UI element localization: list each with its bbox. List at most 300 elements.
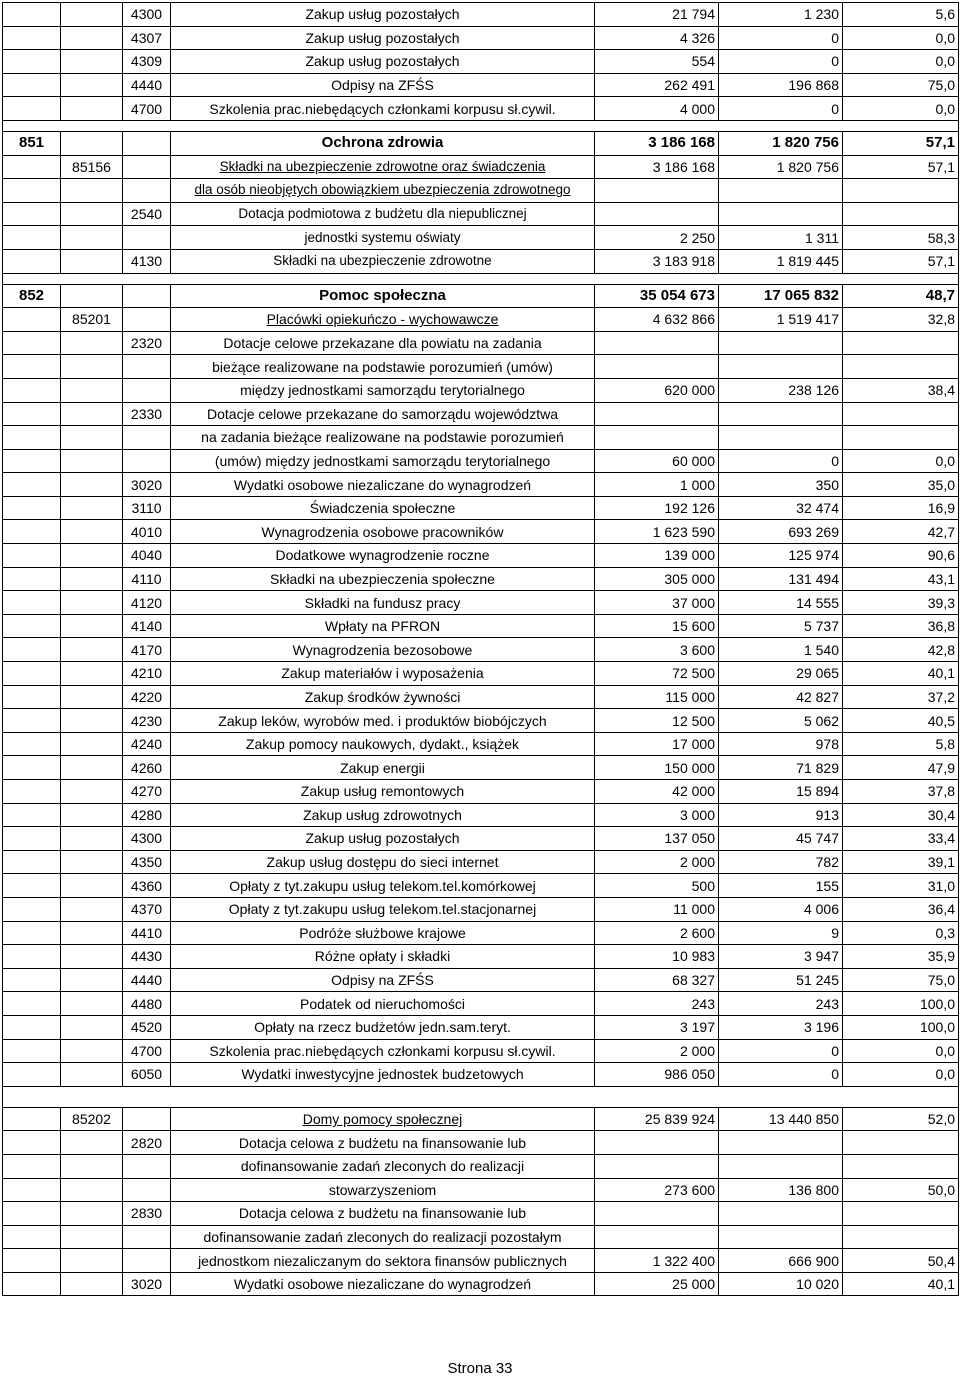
section-cell bbox=[3, 803, 61, 827]
table-row bbox=[3, 355, 959, 379]
percent-cell: 30,4 bbox=[843, 803, 959, 827]
chapter-cell bbox=[61, 1225, 123, 1249]
chapter-cell bbox=[61, 402, 123, 426]
paragraph-cell: 4120 bbox=[123, 591, 171, 615]
execution-cell bbox=[719, 331, 843, 355]
chapter-cell bbox=[61, 827, 123, 851]
paragraph-cell bbox=[123, 1107, 171, 1131]
table-row bbox=[3, 897, 959, 921]
plan-cell bbox=[595, 402, 719, 426]
execution-cell: 0 bbox=[719, 1063, 843, 1087]
section-cell bbox=[3, 449, 61, 473]
description-cell: Dotacja celowa z budżetu na finansowanie lub bbox=[171, 1131, 595, 1155]
execution-cell: 1 230 bbox=[719, 3, 843, 27]
execution-cell bbox=[719, 402, 843, 426]
percent-cell: 0,0 bbox=[843, 1063, 959, 1087]
paragraph-cell: 4210 bbox=[123, 662, 171, 686]
execution-cell: 3 196 bbox=[719, 1015, 843, 1039]
description-cell: jednostki systemu oświaty bbox=[171, 226, 595, 250]
plan-cell bbox=[595, 179, 719, 203]
chapter-cell bbox=[61, 284, 123, 308]
plan-cell: 192 126 bbox=[595, 496, 719, 520]
section-cell bbox=[3, 591, 61, 615]
plan-cell bbox=[595, 1225, 719, 1249]
percent-cell: 36,4 bbox=[843, 897, 959, 921]
percent-cell: 57,1 bbox=[843, 249, 959, 273]
table-row bbox=[3, 850, 959, 874]
chapter-cell bbox=[61, 591, 123, 615]
table-row bbox=[3, 426, 959, 450]
description-cell: Szkolenia prac.niebędących członkami korpusu sł.cywil. bbox=[171, 1039, 595, 1063]
plan-cell bbox=[595, 1202, 719, 1226]
percent-cell: 5,8 bbox=[843, 732, 959, 756]
chapter-cell bbox=[61, 473, 123, 497]
section-cell bbox=[3, 179, 61, 203]
section-cell bbox=[3, 378, 61, 402]
percent-cell: 16,9 bbox=[843, 496, 959, 520]
percent-cell: 38,4 bbox=[843, 378, 959, 402]
chapter-cell bbox=[61, 1063, 123, 1087]
execution-cell bbox=[719, 179, 843, 203]
paragraph-cell: 4300 bbox=[123, 3, 171, 27]
table-row bbox=[3, 1039, 959, 1063]
table-row bbox=[3, 1107, 959, 1131]
plan-cell bbox=[595, 1154, 719, 1178]
paragraph-cell: 2830 bbox=[123, 1202, 171, 1226]
plan-cell: 35 054 673 bbox=[595, 284, 719, 308]
execution-cell: 0 bbox=[719, 50, 843, 74]
description-cell: Składki na ubezpieczenie zdrowotne bbox=[171, 249, 595, 273]
description-cell: Zakup materiałów i wyposażenia bbox=[171, 662, 595, 686]
plan-cell: 72 500 bbox=[595, 662, 719, 686]
budget-table bbox=[2, 2, 959, 1296]
chapter-cell bbox=[61, 1249, 123, 1273]
plan-cell bbox=[595, 202, 719, 226]
chapter-cell bbox=[61, 968, 123, 992]
percent-cell: 40,1 bbox=[843, 662, 959, 686]
description-cell: Opłaty z tyt.zakupu usług telekom.tel.stacjonarnej bbox=[171, 897, 595, 921]
description-cell: Odpisy na ZFŚS bbox=[171, 968, 595, 992]
paragraph-cell: 2330 bbox=[123, 402, 171, 426]
plan-cell: 620 000 bbox=[595, 378, 719, 402]
table-row bbox=[3, 945, 959, 969]
chapter-cell bbox=[61, 874, 123, 898]
section-cell bbox=[3, 1107, 61, 1131]
execution-cell: 0 bbox=[719, 1039, 843, 1063]
table-row bbox=[3, 968, 959, 992]
table-row bbox=[3, 1249, 959, 1273]
percent-cell: 35,9 bbox=[843, 945, 959, 969]
description-cell: Wydatki inwestycyjne jednostek budzetowych bbox=[171, 1063, 595, 1087]
plan-cell: 986 050 bbox=[595, 1063, 719, 1087]
paragraph-cell: 4309 bbox=[123, 50, 171, 74]
chapter-cell bbox=[61, 1272, 123, 1296]
percent-cell: 35,0 bbox=[843, 473, 959, 497]
plan-cell: 37 000 bbox=[595, 591, 719, 615]
paragraph-cell bbox=[123, 226, 171, 250]
execution-cell: 51 245 bbox=[719, 968, 843, 992]
plan-cell: 42 000 bbox=[595, 780, 719, 804]
plan-cell: 115 000 bbox=[595, 685, 719, 709]
description-cell: Wydatki osobowe niezaliczane do wynagrodzeń bbox=[171, 1272, 595, 1296]
paragraph-cell: 4280 bbox=[123, 803, 171, 827]
section-cell bbox=[3, 1225, 61, 1249]
table-row bbox=[3, 756, 959, 780]
paragraph-cell bbox=[123, 1225, 171, 1249]
paragraph-cell bbox=[123, 131, 171, 155]
table-row bbox=[3, 638, 959, 662]
table-row bbox=[3, 131, 959, 155]
percent-cell bbox=[843, 355, 959, 379]
execution-cell bbox=[719, 355, 843, 379]
execution-cell: 0 bbox=[719, 97, 843, 121]
plan-cell: 3 197 bbox=[595, 1015, 719, 1039]
chapter-cell bbox=[61, 1154, 123, 1178]
description-cell: Zakup usług pozostałych bbox=[171, 50, 595, 74]
table-row bbox=[3, 803, 959, 827]
execution-cell: 10 020 bbox=[719, 1272, 843, 1296]
plan-cell bbox=[595, 1131, 719, 1155]
paragraph-cell: 4260 bbox=[123, 756, 171, 780]
percent-cell: 90,6 bbox=[843, 544, 959, 568]
percent-cell: 100,0 bbox=[843, 1015, 959, 1039]
percent-cell: 52,0 bbox=[843, 1107, 959, 1131]
section-cell bbox=[3, 1154, 61, 1178]
plan-cell bbox=[595, 331, 719, 355]
table-row bbox=[3, 50, 959, 74]
table-row bbox=[3, 402, 959, 426]
description-cell: Zakup usług dostępu do sieci internet bbox=[171, 850, 595, 874]
table-row bbox=[3, 709, 959, 733]
description-cell: Zakup usług pozostałych bbox=[171, 26, 595, 50]
section-cell bbox=[3, 249, 61, 273]
chapter-cell bbox=[61, 662, 123, 686]
execution-cell: 1 820 756 bbox=[719, 131, 843, 155]
chapter-cell bbox=[61, 3, 123, 27]
execution-cell: 29 065 bbox=[719, 662, 843, 686]
paragraph-cell bbox=[123, 1249, 171, 1273]
execution-cell: 45 747 bbox=[719, 827, 843, 851]
description-cell: Zakup usług zdrowotnych bbox=[171, 803, 595, 827]
table-row bbox=[3, 473, 959, 497]
spacer-row bbox=[3, 273, 959, 284]
chapter-cell bbox=[61, 1202, 123, 1226]
paragraph-cell: 2540 bbox=[123, 202, 171, 226]
chapter-cell bbox=[61, 1039, 123, 1063]
paragraph-cell: 4140 bbox=[123, 614, 171, 638]
execution-cell: 782 bbox=[719, 850, 843, 874]
plan-cell: 500 bbox=[595, 874, 719, 898]
section-cell bbox=[3, 827, 61, 851]
description-cell: Składki na fundusz pracy bbox=[171, 591, 595, 615]
table-row bbox=[3, 226, 959, 250]
percent-cell: 33,4 bbox=[843, 827, 959, 851]
section-cell bbox=[3, 331, 61, 355]
section-cell bbox=[3, 426, 61, 450]
section-cell bbox=[3, 756, 61, 780]
section-cell bbox=[3, 850, 61, 874]
percent-cell: 37,2 bbox=[843, 685, 959, 709]
description-cell: Odpisy na ZFŚS bbox=[171, 73, 595, 97]
percent-cell bbox=[843, 402, 959, 426]
section-cell bbox=[3, 945, 61, 969]
execution-cell: 196 868 bbox=[719, 73, 843, 97]
percent-cell: 100,0 bbox=[843, 992, 959, 1016]
chapter-cell bbox=[61, 73, 123, 97]
percent-cell: 36,8 bbox=[843, 614, 959, 638]
chapter-cell bbox=[61, 355, 123, 379]
description-cell: Składki na ubezpieczenie zdrowotne oraz świadczenia bbox=[171, 155, 595, 179]
table-row bbox=[3, 1272, 959, 1296]
execution-cell: 693 269 bbox=[719, 520, 843, 544]
percent-cell: 39,1 bbox=[843, 850, 959, 874]
section-cell bbox=[3, 226, 61, 250]
table-row bbox=[3, 97, 959, 121]
table-row bbox=[3, 496, 959, 520]
execution-cell: 5 062 bbox=[719, 709, 843, 733]
percent-cell: 50,0 bbox=[843, 1178, 959, 1202]
table-row bbox=[3, 614, 959, 638]
execution-cell bbox=[719, 426, 843, 450]
section-cell bbox=[3, 638, 61, 662]
execution-cell: 3 947 bbox=[719, 945, 843, 969]
execution-cell: 0 bbox=[719, 26, 843, 50]
chapter-cell bbox=[61, 921, 123, 945]
table-row bbox=[3, 1178, 959, 1202]
plan-cell: 305 000 bbox=[595, 567, 719, 591]
execution-cell: 42 827 bbox=[719, 685, 843, 709]
percent-cell bbox=[843, 1202, 959, 1226]
section-cell bbox=[3, 520, 61, 544]
table-row bbox=[3, 449, 959, 473]
table-row bbox=[3, 1225, 959, 1249]
description-cell: Różne opłaty i składki bbox=[171, 945, 595, 969]
percent-cell: 32,8 bbox=[843, 308, 959, 332]
description-cell: Podatek od nieruchomości bbox=[171, 992, 595, 1016]
table-row bbox=[3, 591, 959, 615]
description-cell: Placówki opiekuńczo - wychowawcze bbox=[171, 308, 595, 332]
paragraph-cell bbox=[123, 179, 171, 203]
percent-cell bbox=[843, 202, 959, 226]
paragraph-cell: 3020 bbox=[123, 473, 171, 497]
execution-cell: 14 555 bbox=[719, 591, 843, 615]
execution-cell: 9 bbox=[719, 921, 843, 945]
table-row bbox=[3, 308, 959, 332]
chapter-cell bbox=[61, 378, 123, 402]
percent-cell: 50,4 bbox=[843, 1249, 959, 1273]
chapter-cell bbox=[61, 179, 123, 203]
plan-cell: 2 600 bbox=[595, 921, 719, 945]
paragraph-cell: 4480 bbox=[123, 992, 171, 1016]
chapter-cell bbox=[61, 756, 123, 780]
description-cell: Dotacja podmiotowa z budżetu dla niepublicznej bbox=[171, 202, 595, 226]
description-cell: Szkolenia prac.niebędących członkami korpusu sł.cywil. bbox=[171, 97, 595, 121]
chapter-cell bbox=[61, 331, 123, 355]
description-cell: Wynagrodzenia bezosobowe bbox=[171, 638, 595, 662]
plan-cell: 1 322 400 bbox=[595, 1249, 719, 1273]
chapter-cell bbox=[61, 780, 123, 804]
description-cell: bieżące realizowane na podstawie porozumień (umów) bbox=[171, 355, 595, 379]
percent-cell: 0,0 bbox=[843, 50, 959, 74]
chapter-cell bbox=[61, 226, 123, 250]
execution-cell: 136 800 bbox=[719, 1178, 843, 1202]
paragraph-cell: 4230 bbox=[123, 709, 171, 733]
paragraph-cell bbox=[123, 155, 171, 179]
chapter-cell bbox=[61, 520, 123, 544]
table-row bbox=[3, 3, 959, 27]
description-cell: stowarzyszeniom bbox=[171, 1178, 595, 1202]
table-row bbox=[3, 874, 959, 898]
plan-cell: 4 000 bbox=[595, 97, 719, 121]
execution-cell: 0 bbox=[719, 449, 843, 473]
plan-cell: 68 327 bbox=[595, 968, 719, 992]
section-cell bbox=[3, 1178, 61, 1202]
percent-cell: 42,8 bbox=[843, 638, 959, 662]
execution-cell: 666 900 bbox=[719, 1249, 843, 1273]
execution-cell: 155 bbox=[719, 874, 843, 898]
paragraph-cell: 4220 bbox=[123, 685, 171, 709]
section-cell bbox=[3, 155, 61, 179]
section-cell bbox=[3, 897, 61, 921]
description-cell: Wynagrodzenia osobowe pracowników bbox=[171, 520, 595, 544]
plan-cell: 17 000 bbox=[595, 732, 719, 756]
paragraph-cell: 4307 bbox=[123, 26, 171, 50]
section-cell bbox=[3, 662, 61, 686]
plan-cell: 25 839 924 bbox=[595, 1107, 719, 1131]
description-cell: Zakup leków, wyrobów med. i produktów biobójczych bbox=[171, 709, 595, 733]
plan-cell: 4 326 bbox=[595, 26, 719, 50]
percent-cell: 0,0 bbox=[843, 1039, 959, 1063]
paragraph-cell: 4440 bbox=[123, 73, 171, 97]
percent-cell bbox=[843, 331, 959, 355]
paragraph-cell: 4360 bbox=[123, 874, 171, 898]
description-cell: Zakup energii bbox=[171, 756, 595, 780]
table-row bbox=[3, 155, 959, 179]
section-cell bbox=[3, 308, 61, 332]
execution-cell: 17 065 832 bbox=[719, 284, 843, 308]
execution-cell: 913 bbox=[719, 803, 843, 827]
description-cell: między jednostkami samorządu terytorialnego bbox=[171, 378, 595, 402]
chapter-cell: 85202 bbox=[61, 1107, 123, 1131]
description-cell: Dotacje celowe przekazane dla powiatu na zadania bbox=[171, 331, 595, 355]
percent-cell: 0,0 bbox=[843, 26, 959, 50]
table-row bbox=[3, 1202, 959, 1226]
table-row bbox=[3, 921, 959, 945]
description-cell: Wydatki osobowe niezaliczane do wynagrodzeń bbox=[171, 473, 595, 497]
execution-cell: 1 820 756 bbox=[719, 155, 843, 179]
execution-cell: 243 bbox=[719, 992, 843, 1016]
plan-cell bbox=[595, 426, 719, 450]
section-cell: 851 bbox=[3, 131, 61, 155]
percent-cell: 5,6 bbox=[843, 3, 959, 27]
percent-cell: 75,0 bbox=[843, 968, 959, 992]
paragraph-cell: 4350 bbox=[123, 850, 171, 874]
percent-cell: 0,0 bbox=[843, 449, 959, 473]
description-cell: Zakup usług pozostałych bbox=[171, 3, 595, 27]
paragraph-cell bbox=[123, 355, 171, 379]
plan-cell: 2 000 bbox=[595, 850, 719, 874]
description-cell: Opłaty z tyt.zakupu usług telekom.tel.komórkowej bbox=[171, 874, 595, 898]
table-row bbox=[3, 1131, 959, 1155]
plan-cell: 60 000 bbox=[595, 449, 719, 473]
plan-cell: 25 000 bbox=[595, 1272, 719, 1296]
chapter-cell bbox=[61, 1178, 123, 1202]
paragraph-cell: 4300 bbox=[123, 827, 171, 851]
chapter-cell bbox=[61, 803, 123, 827]
paragraph-cell: 2820 bbox=[123, 1131, 171, 1155]
paragraph-cell: 4370 bbox=[123, 897, 171, 921]
chapter-cell bbox=[61, 709, 123, 733]
execution-cell: 978 bbox=[719, 732, 843, 756]
chapter-cell: 85201 bbox=[61, 308, 123, 332]
plan-cell bbox=[595, 355, 719, 379]
chapter-cell bbox=[61, 945, 123, 969]
section-cell bbox=[3, 1015, 61, 1039]
table-row bbox=[3, 780, 959, 804]
table-row bbox=[3, 202, 959, 226]
execution-cell bbox=[719, 1202, 843, 1226]
table-row bbox=[3, 544, 959, 568]
execution-cell: 1 540 bbox=[719, 638, 843, 662]
percent-cell: 58,3 bbox=[843, 226, 959, 250]
section-cell bbox=[3, 97, 61, 121]
plan-cell: 3 183 918 bbox=[595, 249, 719, 273]
execution-cell bbox=[719, 202, 843, 226]
plan-cell: 137 050 bbox=[595, 827, 719, 851]
plan-cell: 2 000 bbox=[595, 1039, 719, 1063]
section-cell bbox=[3, 355, 61, 379]
chapter-cell bbox=[61, 97, 123, 121]
description-cell: Dodatkowe wynagrodzenie roczne bbox=[171, 544, 595, 568]
paragraph-cell: 4010 bbox=[123, 520, 171, 544]
percent-cell: 47,9 bbox=[843, 756, 959, 780]
percent-cell: 40,1 bbox=[843, 1272, 959, 1296]
chapter-cell bbox=[61, 544, 123, 568]
section-cell bbox=[3, 1272, 61, 1296]
chapter-cell bbox=[61, 614, 123, 638]
plan-cell: 139 000 bbox=[595, 544, 719, 568]
table-row bbox=[3, 1063, 959, 1087]
description-cell: Dotacje celowe przekazane do samorządu województwa bbox=[171, 402, 595, 426]
paragraph-cell: 4430 bbox=[123, 945, 171, 969]
chapter-cell bbox=[61, 249, 123, 273]
plan-cell: 1 623 590 bbox=[595, 520, 719, 544]
percent-cell: 57,1 bbox=[843, 131, 959, 155]
section-cell: 852 bbox=[3, 284, 61, 308]
table-row bbox=[3, 1015, 959, 1039]
paragraph-cell: 4270 bbox=[123, 780, 171, 804]
plan-cell: 11 000 bbox=[595, 897, 719, 921]
description-cell: Zakup środków żywności bbox=[171, 685, 595, 709]
table-row bbox=[3, 378, 959, 402]
description-cell: Ochrona zdrowia bbox=[171, 131, 595, 155]
plan-cell: 2 250 bbox=[595, 226, 719, 250]
plan-cell: 3 000 bbox=[595, 803, 719, 827]
section-cell bbox=[3, 614, 61, 638]
chapter-cell bbox=[61, 567, 123, 591]
paragraph-cell: 4170 bbox=[123, 638, 171, 662]
paragraph-cell: 4440 bbox=[123, 968, 171, 992]
paragraph-cell: 4130 bbox=[123, 249, 171, 273]
percent-cell bbox=[843, 1131, 959, 1155]
section-cell bbox=[3, 3, 61, 27]
percent-cell: 42,7 bbox=[843, 520, 959, 544]
paragraph-cell: 3020 bbox=[123, 1272, 171, 1296]
spacer-cell bbox=[3, 120, 959, 131]
section-cell bbox=[3, 874, 61, 898]
table-row bbox=[3, 1154, 959, 1178]
section-cell bbox=[3, 968, 61, 992]
